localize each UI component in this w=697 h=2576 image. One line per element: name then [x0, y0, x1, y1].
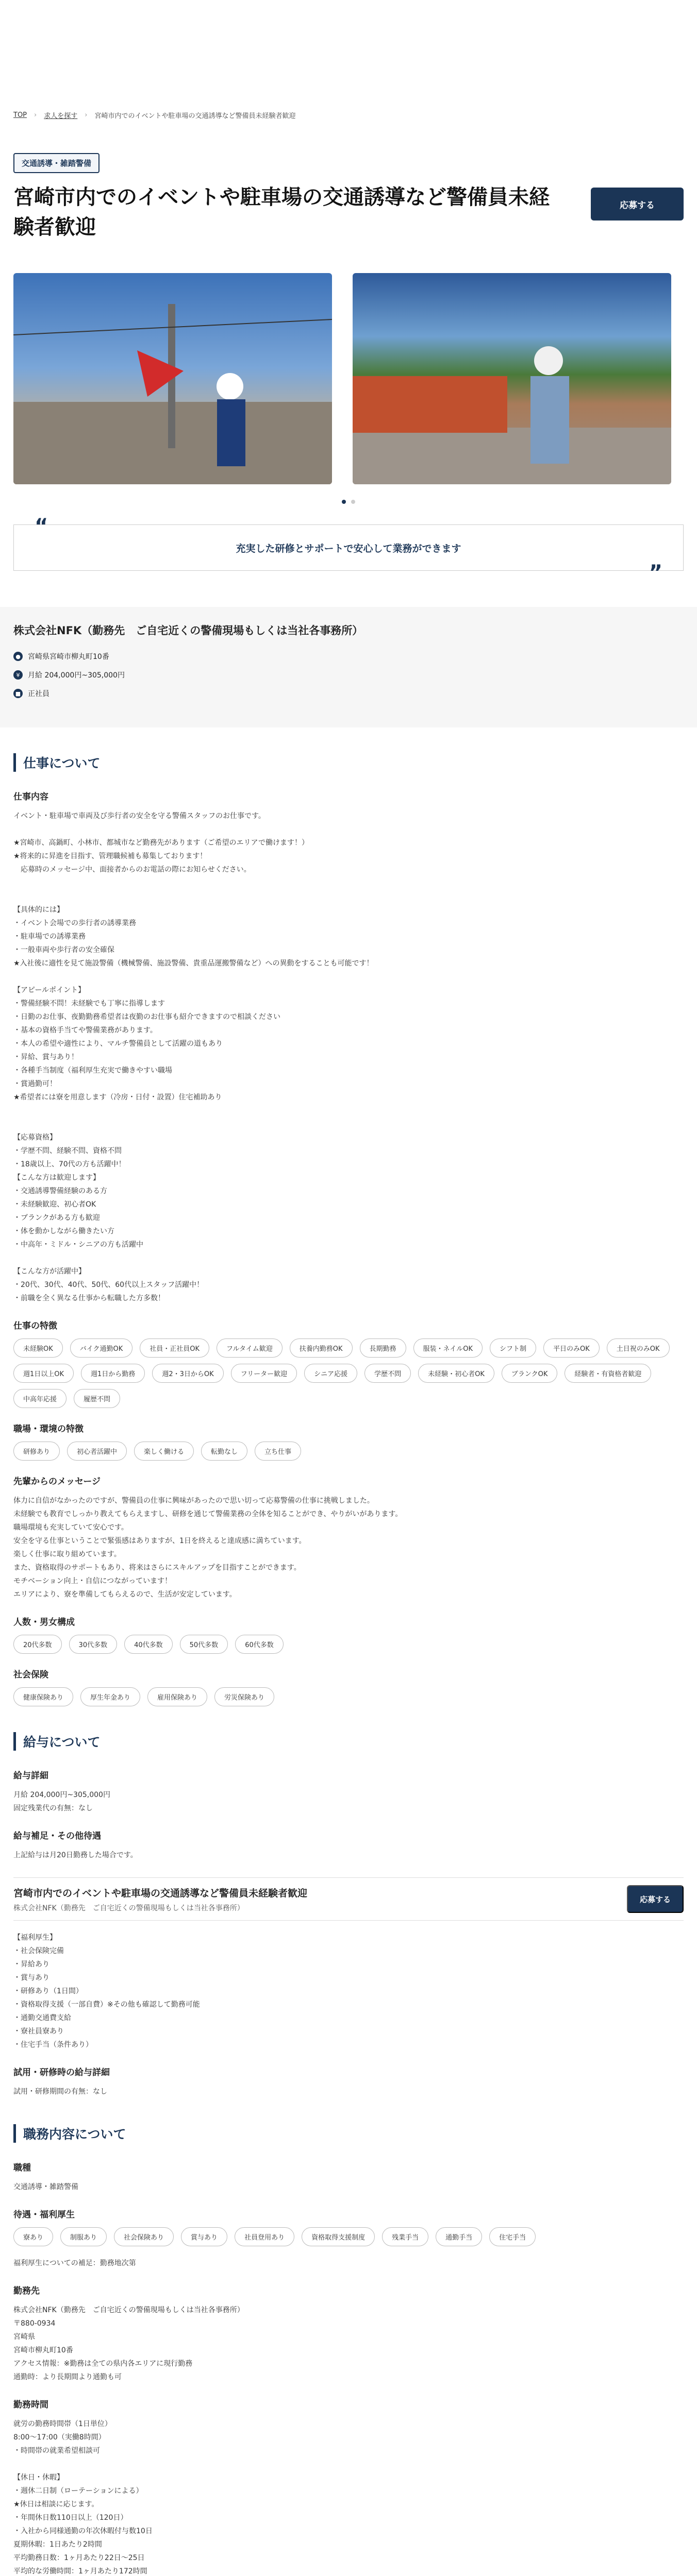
tag-chip: 40代多数: [124, 1635, 173, 1654]
quote-open-icon: “: [35, 515, 48, 538]
tag-chip: 長期勤務: [360, 1338, 406, 1358]
page: [13, 0, 684, 585]
tag-chip: 週1日から勤務: [81, 1364, 145, 1383]
tag-chip: 30代多数: [69, 1635, 118, 1654]
section-recruit-title: 職務内容について: [13, 2124, 684, 2143]
catch-copy-box: [13, 515, 684, 585]
job-text: 交通誘導・雑踏警備: [13, 2183, 78, 2191]
breadcrumb: [13, 0, 684, 120]
company-address-row: [13, 651, 684, 662]
hours-text: 就労の勤務時間帯（1日単位） 8:00～17:00（実働8時間） ・時間帯の就業希望相談可 【休日・休暇】 ・週休二日制（ローテーションによる） ★休日は相談に応じます。 ・年間休日数110日以上（120日） ・入社から同様通勤の年次休暇付与数10日 夏期休暇：1日あたり2時間 平均勤務日数：1ヶ月あたり22日～25日 平均的な労働時間：1ヶ月あたり172時間: [13, 2420, 153, 2575]
company-salary-row: [13, 670, 684, 680]
category-badge: 交通誘導・雑踏警備: [13, 153, 99, 173]
tag-chip: 寮あり: [13, 2227, 53, 2246]
job-title: 職種: [13, 2163, 31, 2173]
tag-chip: 制服あり: [60, 2227, 107, 2246]
tag-chip: 厚生年金あり: [80, 1687, 140, 1706]
place-text: 株式会社NFK（勤務先 ご自宅近くの警備現場もしくは当社各事務所） 〒880-0934 宮崎県 宮崎市柳丸町10番 アクセス情報：※勤務は全ての県内各エリアに現行勤務 通勤時：より長期間より通勤も可: [13, 2306, 244, 2381]
gallery-dot[interactable]: [342, 500, 346, 504]
salary-benefits: 【福利厚生】 ・社会保険完備 ・昇給あり ・賞与あり ・研修あり（1日間） ・資格取得支援（一部自費）※その他も確認して勤務可能 ・通勤交通費支給 ・寮社員寮あり ・住宅手当（条件あり）: [13, 1934, 200, 2049]
apply-button[interactable]: 応募する: [591, 188, 684, 221]
tag-chip: 立ち仕事: [255, 1442, 301, 1461]
section-work-title: 仕事について: [13, 753, 684, 772]
breadcrumb-search[interactable]: 求人を探す: [44, 112, 78, 120]
tag-chip: 残業手当: [382, 2227, 428, 2246]
job-photo-2: [353, 273, 671, 484]
section-salary-title: 給与について: [13, 1732, 684, 1751]
gallery-dots: [13, 500, 684, 504]
features-title: 仕事の特徴: [13, 1321, 57, 1331]
briefcase-icon: ■: [13, 689, 23, 698]
work-content-title: 仕事内容: [13, 792, 48, 802]
insurance-tags: [13, 1687, 684, 1706]
tag-chip: 週2・3日からOK: [152, 1364, 223, 1383]
age-title: 人数・男女構成: [13, 1617, 75, 1628]
company-name: 株式会社NFK（勤務先 ご自宅近くの警備現場もしくは当社各事務所）: [13, 624, 363, 637]
tag-chip: 社会保険あり: [114, 2227, 174, 2246]
hours-title: 勤務時間: [13, 2400, 48, 2410]
tag-chip: 扶養内勤務OK: [290, 1338, 353, 1358]
tag-chip: 社員登用あり: [235, 2227, 294, 2246]
yen-icon: ¥: [13, 670, 23, 680]
company-address: 宮崎県宮崎市柳丸町10番: [28, 653, 109, 661]
breadcrumb-separator: ›: [34, 111, 37, 119]
benefit-note: 福利厚生についての補足：勤務地次第: [13, 2259, 136, 2267]
tag-chip: 未経験・初心者OK: [418, 1364, 494, 1383]
tag-chip: 社員・正社員OK: [140, 1338, 209, 1358]
tag-chip: 未経験OK: [13, 1338, 63, 1358]
tag-chip: 通勤手当: [436, 2227, 482, 2246]
tag-chip: 楽しく働ける: [134, 1442, 194, 1461]
tag-chip: 住宅手当: [489, 2227, 536, 2246]
tag-chip: ブランクOK: [502, 1364, 558, 1383]
sticky-title: 宮崎市内でのイベントや駐車場の交通誘導など警備員未経験者歓迎: [13, 1887, 308, 1899]
page-title: 宮崎市内でのイベントや駐車場の交通誘導など警備員未経験者歓迎: [13, 185, 550, 239]
tag-chip: 学歴不問: [364, 1364, 411, 1383]
salary-other-title: 給与補足・その他待遇: [13, 1831, 101, 1841]
trial-title: 試用・研修時の給与詳細: [13, 2067, 110, 2078]
tag-chip: 土日祝のみOK: [607, 1338, 670, 1358]
breadcrumb-top[interactable]: TOP: [13, 111, 27, 119]
tag-chip: 経験者・有資格者歓迎: [565, 1364, 651, 1383]
message-text: 体力に自信がなかったのですが、警備員の仕事に興味があったので思い切って応募警備の仕事に挑戦しました。 未経験でも教育でしっかり教えてもらえますし、研修を通じて警備業務の全体を知ることができ、やりがいがあります。 職場環境も充実していて安心です。 安全を守る仕事ということで緊張感はありますが、1日を終えると達成感に満ちています。 楽しく仕事に取り組めています。 また、資格取得のサポートもあり、将来はさらにスキルアップを目指すことができます。 モチベーション向上・自信につながっています！ エリアにより、寮を準備してもらえるので、生活が安定しています。: [13, 1497, 403, 1599]
tag-chip: 労災保険あり: [214, 1687, 274, 1706]
insurance-title: 社会保険: [13, 1670, 48, 1680]
salary-detail-title: 給与詳細: [13, 1771, 48, 1781]
breadcrumb-current: 宮崎市内でのイベントや駐車場の交通誘導など警備員未経験者歓迎: [94, 112, 296, 120]
gallery-dot[interactable]: [351, 500, 355, 504]
catch-copy: 充実した研修とサポートで安心して業務ができます: [236, 543, 461, 554]
tag-chip: シニア応援: [304, 1364, 357, 1383]
env-tags: [13, 1442, 684, 1461]
photo-gallery[interactable]: [13, 273, 684, 484]
tag-chip: フルタイム歓迎: [217, 1338, 283, 1358]
sticky-company: 株式会社NFK（勤務先 ご自宅近くの警備現場もしくは当社各事務所）: [13, 1904, 244, 1912]
tag-chip: 研修あり: [13, 1442, 60, 1461]
tag-chip: 賞与あり: [181, 2227, 227, 2246]
header-row: [13, 182, 684, 242]
benefit-title: 待遇・福利厚生: [13, 2210, 75, 2220]
tag-chip: 50代多数: [180, 1635, 228, 1654]
tag-chip: バイク通勤OK: [70, 1338, 133, 1358]
tag-chip: 60代多数: [235, 1635, 284, 1654]
place-title: 勤務先: [13, 2286, 40, 2296]
tag-chip: 資格取得支援制度: [302, 2227, 375, 2246]
message-title: 先輩からのメッセージ: [13, 1477, 101, 1487]
tag-chip: 週1日以上OK: [13, 1364, 74, 1383]
tag-chip: フリーター歓迎: [231, 1364, 297, 1383]
env-title: 職場・環境の特徴: [13, 1424, 84, 1434]
tag-chip: 平日のみOK: [543, 1338, 600, 1358]
sticky-apply-button[interactable]: 応募する: [627, 1885, 684, 1913]
location-pin-icon: ●: [13, 652, 23, 661]
tag-chip: 20代多数: [13, 1635, 62, 1654]
tag-chip: 雇用保険あり: [147, 1687, 207, 1706]
details: [13, 753, 684, 2576]
salary-other: 上記給与は月20日勤務した場合です。: [13, 1851, 138, 1859]
photo-illustration: [13, 273, 332, 484]
breadcrumb-separator: ›: [85, 111, 88, 119]
work-content: イベント・駐車場で車両及び歩行者の安全を守る警備スタッフのお仕事です。 ★宮崎市、高鍋町、小林市、都城市など勤務先があります（ご希望のエリアで働けます！） ★将来的に昇進を目指す、管理職候補も募集しております！ 応募時のメッセージ中、面接者からのお電話の際にお知らせください。 【具体的には】 ・イベント会場での歩行者の誘導業務 ・駐車場での誘導業務 ・一般車両や歩行者の安全確保 ★入社後に適性を見て施設警備（機械警備、施設警備、貴重品運搬警備など）への異動をすることも可能です！ 【アピールポイント】 ・警備経験不問！未経験でも丁寧に指導します ・日勤のお仕事、夜勤勤務希望者は夜勤のお仕事も紹介できますので相談ください ・基本の資格手当てや警備業務があります。 ・本人の希望や適性により、マルチ警備員として活躍の道もあり ・昇給、賞与あり！ ・各種手当制度（福利厚生充実で働きやすい職場 ・賞過勤可！ ★希望者には寮を用意します（冷房・日付・設置）住宅補助あり 【応募資格】 ・学歴不問、経験不問、資格不問 ・18歳以上、70代の方も活躍中！ 【こんな方は歓迎します】 ・交通誘導警備経験のある方 ・未経験歓迎、初心者OK ・ブランクがある方も歓迎 ・体を動かしながら働きたい方 ・中高年・ミドル・シニアの方も活躍中 【こんな方が活躍中】 ・20代、30代、40代、50代、60代以上スタッフ活躍中！ ・前職を全く異なる仕事から転職した方多数！: [13, 812, 374, 1302]
salary-detail: 月給 204,000円~305,000円 固定残業代の有無：なし: [13, 1791, 110, 1812]
company-summary: [0, 607, 697, 727]
trial-text: 試用・研修期間の有無：なし: [13, 2088, 107, 2096]
age-tags: [13, 1635, 684, 1654]
tag-chip: シフト制: [490, 1338, 536, 1358]
tag-chip: 健康保険あり: [13, 1687, 73, 1706]
photo-illustration: [353, 273, 671, 484]
sticky-apply-bar: [13, 1877, 684, 1921]
tag-chip: 転勤なし: [201, 1442, 247, 1461]
tag-chip: 服装・ネイルOK: [413, 1338, 483, 1358]
company-salary: 月給 204,000円~305,000円: [28, 671, 125, 680]
company-type-row: [13, 688, 684, 699]
features-tags: [13, 1338, 684, 1408]
tag-chip: 履歴不問: [74, 1389, 120, 1408]
benefit-tags: [13, 2227, 684, 2246]
job-photo-1: [13, 273, 332, 484]
tag-chip: 中高年応援: [13, 1389, 67, 1408]
quote-close-icon: ”: [649, 561, 662, 585]
tag-chip: 初心者活躍中: [67, 1442, 127, 1461]
company-type: 正社員: [28, 690, 49, 698]
